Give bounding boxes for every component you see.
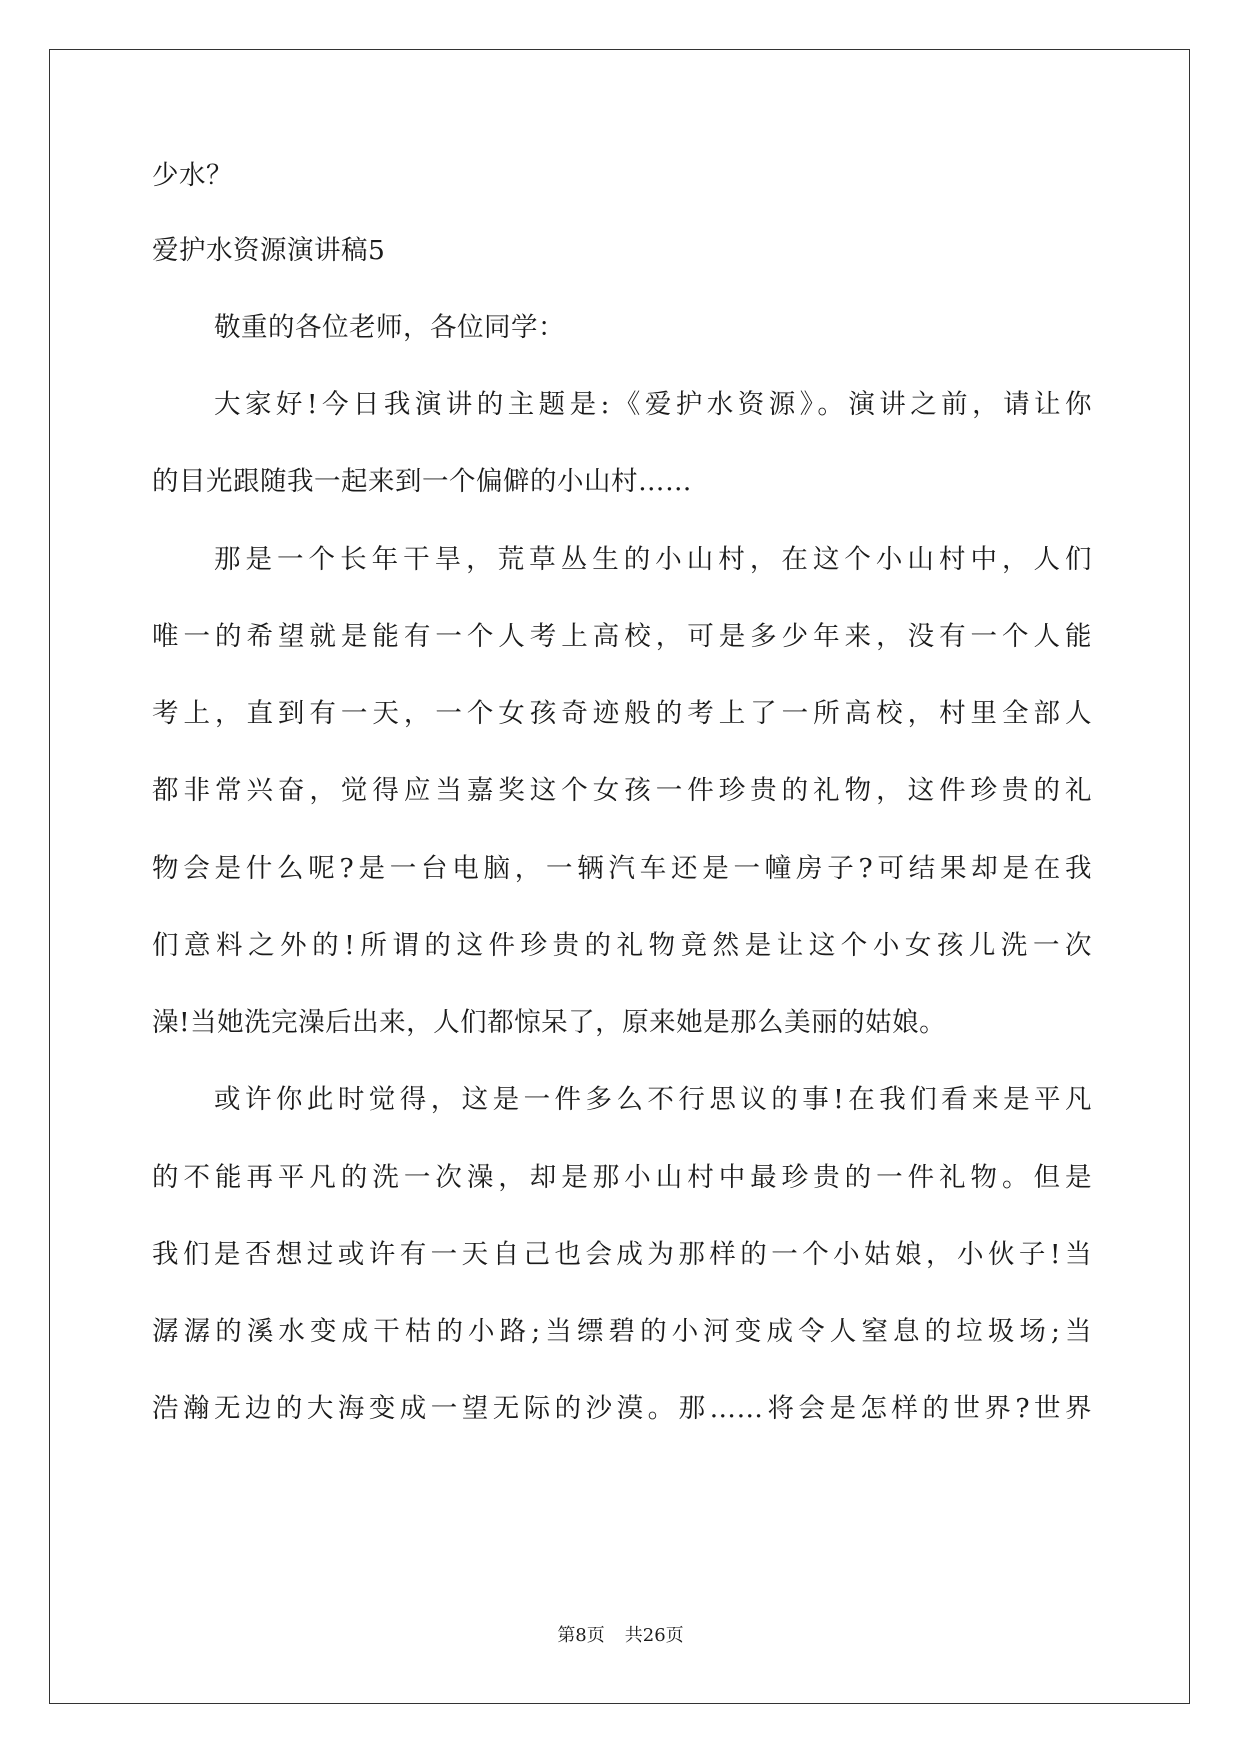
text-line: 那是一个长年干旱，荒草丛生的小山村，在这个小山村中，人们	[214, 544, 1092, 575]
page-footer	[0, 1625, 1241, 1647]
text-line: 们意料之外的!所谓的这件珍贵的礼物竟然是让这个小女孩儿洗一次	[152, 930, 1092, 961]
text-line: 澡!当她洗完澡后出来，人们都惊呆了，原来她是那么美丽的姑娘。	[152, 1007, 947, 1038]
text-line: 考上，直到有一天，一个女孩奇迹般的考上了一所高校，村里全部人	[152, 698, 1092, 729]
section-heading: 爱护水资源演讲稿5	[152, 235, 386, 266]
text-line: 物会是什么呢?是一台电脑，一辆汽车还是一幢房子?可结果却是在我	[152, 853, 1092, 884]
text-line: 或许你此时觉得，这是一件多么不行思议的事!在我们看来是平凡	[214, 1084, 1092, 1115]
text-line: 的不能再平凡的洗一次澡，却是那小山村中最珍贵的一件礼物。但是	[152, 1162, 1092, 1193]
text-line: 大家好!今日我演讲的主题是:《爱护水资源》。演讲之前，请让你	[214, 389, 1092, 420]
text-line: 潺潺的溪水变成干枯的小路;当缥碧的小河变成令人窒息的垃圾场;当	[152, 1316, 1092, 1347]
text-line: 我们是否想过或许有一天自己也会成为那样的一个小姑娘，小伙子!当	[152, 1239, 1092, 1270]
salutation: 敬重的各位老师，各位同学：	[214, 312, 565, 343]
text-line: 唯一的希望就是能有一个人考上高校，可是多少年来，没有一个人能	[152, 621, 1092, 652]
text-line: 都非常兴奋，觉得应当嘉奖这个女孩一件珍贵的礼物，这件珍贵的礼	[152, 775, 1092, 806]
page-total: 共26页	[624, 1625, 684, 1646]
text-line: 浩瀚无边的大海变成一望无际的沙漠。那……将会是怎样的世界?世界	[152, 1393, 1092, 1424]
text-line: 少水？	[152, 160, 233, 191]
text-line: 的目光跟随我一起来到一个偏僻的小山村……	[152, 466, 692, 497]
page-number: 第8页	[557, 1625, 605, 1646]
